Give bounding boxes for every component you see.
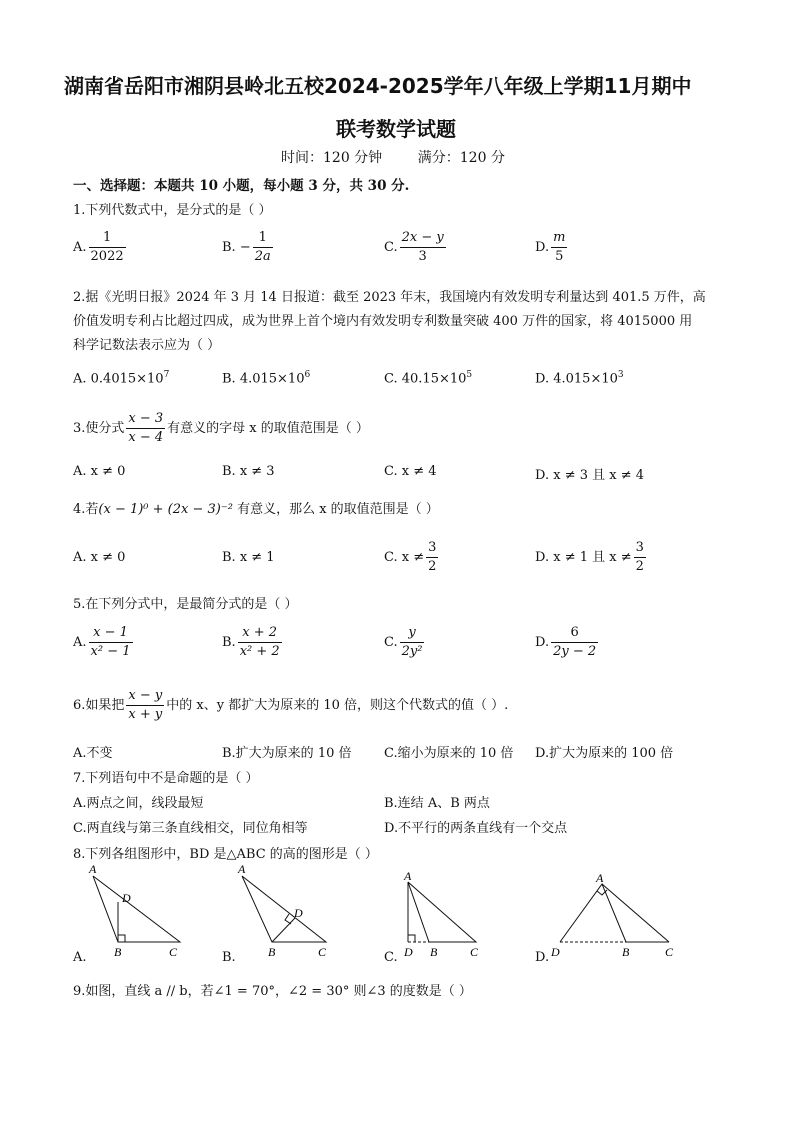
q8-figure-b [234,862,344,962]
q8-option-d-label: D. [535,950,550,965]
question-3-stem: 3.使分式 $\frac{x - 3}{x - 4}$ 有意义的字母 x 的取值范围是（ ） [73,411,369,445]
section-heading: 一、选择题：本题共 10 小题，每小题 3 分，共 30 分. [73,178,410,194]
q4-option-c: C. x ≠ $\frac{3}{2}$ [384,540,437,574]
q5-option-d: D. $\frac{6}{2y - 2}$ [535,625,597,659]
triangle-abc [93,876,180,942]
q3-option-c: C. x ≠ 4 [384,464,437,479]
point-b-label: B [114,945,122,959]
question-2-line1: 2.据《光明日报》2024 年 3 月 14 日报道：截至 2023 年末，我国境内有效发明专利量达到 401.5 万件，高 [73,290,706,305]
point-c-label: C [169,945,178,959]
page-title-line1: 湖南省岳阳市湘阴县岭北五校2024-2025学年八年级上学期11月期中 [64,74,692,98]
point-d-label: D [294,906,303,920]
q8-option-b-label: B. [222,950,236,965]
point-c-label: C [470,945,479,959]
point-d-label: D [122,891,131,905]
point-b-label: B [268,945,276,959]
question-9-stem: 9.如图，直线 a // b，若∠1 = 70°，∠2 = 30° 则∠3 的度数是（ ） [73,984,472,999]
q8-option-c-label: C. [384,950,398,965]
point-d-label: D [404,945,413,959]
point-c-label: C [318,945,327,959]
question-8-stem: 8.下列各组图形中，BD 是△ABC 的高的图形是（ ） [73,847,378,862]
exam-info: 时间：120 分钟 满分：120 分 [281,150,505,166]
q1-option-c: C. $\frac{2x - y}{3}$ [384,230,444,264]
q7-option-a: A.两点之间，线段最短 [73,796,204,811]
q5-option-a: A. $\frac{x - 1}{\text{x² − 1}}$ [73,625,131,659]
q2-option-d: D. $4.015\times 10^3$ [535,370,624,387]
question-5-stem: 5.在下列分式中，是最简分式的是（ ） [73,597,298,612]
point-a-label: A [238,862,246,876]
q7-option-b: B.连结 A、B 两点 [384,796,490,811]
q3-option-a: A. x ≠ 0 [73,464,126,479]
question-7-stem: 7.下列语句中不是命题的是（ ） [73,771,259,786]
point-a-label: A [89,862,97,876]
triangle-abd [560,884,626,942]
q6-option-b: B.扩大为原来的 10 倍 [222,746,352,761]
q1-option-b: B. − $\frac{1}{2a}$ [222,230,271,264]
segment-ac [602,884,669,942]
right-angle-mark [408,935,415,942]
question-6-stem: 6.如果把 $\frac{x - y}{x + y}$ 中的 x、y 都扩大为原来的 10 倍，则这个代数式的值（ ）. [73,688,509,722]
q4-option-b: B. x ≠ 1 [222,550,275,565]
q5-option-b: B. $\frac{x + 2}{\text{x² + 2}}$ [222,625,280,659]
point-b-label: B [430,945,438,959]
q7-option-d: D.不平行的两条直线有一个交点 [384,821,568,836]
point-a-label: A [596,871,604,885]
triangle-abc [408,882,476,942]
q1-option-d: D. $\frac{m}{5}$ [535,230,566,264]
point-b-label: B [622,945,630,959]
segment-bd [272,918,295,942]
question-4-stem: 4.若(x − 1)⁰ + (2x − 3)⁻² 有意义，那么 x 的取值范围是（ ） [73,502,439,517]
right-angle-mark [118,935,125,942]
question-2-line3: 科学记数法表示应为（ ） [73,338,221,353]
triangle-abc [242,876,326,942]
question-2-line2: 价值发明专利占比超过四成，成为世界上首个境内有效发明专利数量突破 400 万件的国家，将 4015000 用 [73,314,693,329]
point-d-label: D [551,945,560,959]
q4-option-a: A. x ≠ 0 [73,550,126,565]
q1-option-a: A. $\frac{1}{2022}$ [73,230,124,264]
q8-figure-d [548,862,688,962]
q2-option-c: C. $40.15\times 10^5$ [384,370,473,387]
page-title-line2: 联考数学试题 [336,117,456,141]
q3-option-b: B. x ≠ 3 [222,464,275,479]
q2-option-b: B. $4.015\times 10^6$ [222,370,311,387]
q6-option-a: A.不变 [73,746,113,761]
q4-option-d: D. x ≠ 1 且 x ≠ $\frac{3}{2}$ [535,540,644,574]
q8-figure-c [396,862,506,962]
q7-option-c: C.两直线与第三条直线相交，同位角相等 [73,821,308,836]
q6-option-c: C.缩小为原来的 10 倍 [384,746,514,761]
q2-option-a: A. $0.4015\times 10^7$ [73,370,170,387]
question-1-stem: 1.下列代数式中，是分式的是（ ） [73,203,272,218]
point-c-label: C [665,945,674,959]
q5-option-c: C. $\frac{y}{\text{2y²}}$ [384,625,423,659]
point-a-label: A [404,869,412,883]
q8-figure-a [85,862,195,962]
q3-option-d: D. x ≠ 3 且 x ≠ 4 [535,468,645,483]
q8-option-a-label: A. [73,950,87,965]
q6-option-d: D.扩大为原来的 100 倍 [535,746,674,761]
